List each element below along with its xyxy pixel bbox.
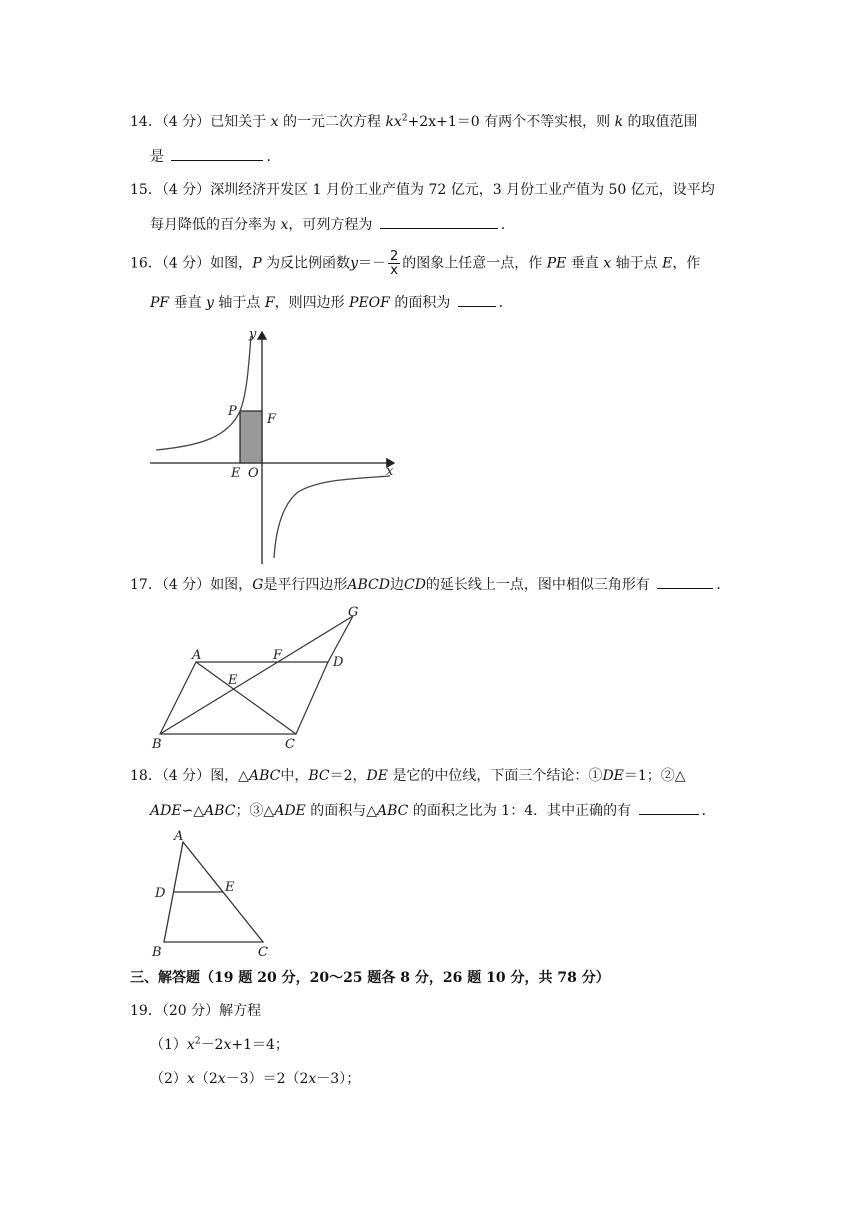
- label-p: P: [228, 404, 237, 419]
- text: 的图象上任意一点，作: [402, 255, 543, 272]
- score-label: （4 分）: [161, 577, 211, 593]
- part-label: （1）: [150, 1037, 187, 1053]
- question-18-line-1: [130, 766, 686, 786]
- text: 已知关于: [210, 114, 267, 130]
- score-label: （4 分）: [161, 768, 211, 784]
- variable: BC: [308, 768, 330, 784]
- text: 是它的中位线，下面三个结论：①: [392, 768, 603, 784]
- section-heading: 三、解答题（19 题 20 分，20～25 题各 8 分，26 题 10 分，共 78 分）: [130, 970, 610, 986]
- question-16-line-2: [150, 292, 513, 313]
- parallelogram-abcd: [160, 662, 328, 734]
- text: ，则四边形: [274, 295, 345, 311]
- text: 的面积与△: [310, 803, 378, 819]
- score-label: （4 分）: [161, 255, 211, 272]
- hyperbola-branch-left: [156, 336, 251, 450]
- text: 中，: [280, 768, 309, 784]
- fraction: [388, 250, 400, 277]
- variable: x: [308, 1071, 317, 1087]
- answer-blank[interactable]: [171, 146, 263, 161]
- fraction-numerator: 2: [389, 249, 399, 264]
- text: ．: [500, 217, 515, 233]
- question-number: 19．: [130, 1003, 162, 1019]
- text: 的面积之比为 1：4．其中正确的有: [412, 803, 632, 819]
- exponent: 2: [401, 113, 408, 124]
- question-17-line-1: [130, 574, 730, 595]
- label-f: F: [267, 412, 277, 427]
- variable: x: [217, 1071, 226, 1087]
- variable: ABCD: [347, 577, 390, 593]
- question-19-part-1: [150, 1035, 289, 1055]
- text: －3）＝2（2: [225, 1071, 309, 1087]
- text: 如图，: [210, 577, 253, 593]
- variable: y: [350, 255, 358, 272]
- label-c: C: [285, 737, 295, 752]
- label-d: D: [333, 655, 344, 670]
- text: ，作: [672, 255, 701, 272]
- equation-term: +2x+1＝0: [407, 114, 480, 130]
- label-b: B: [152, 737, 162, 752]
- text: ．: [498, 295, 513, 311]
- text: 解方程: [219, 1003, 262, 1019]
- variable: x: [603, 255, 612, 272]
- text: ．: [716, 577, 731, 593]
- variable: x: [223, 1037, 232, 1053]
- label-o: O: [248, 466, 259, 481]
- question-number: 17．: [130, 577, 162, 593]
- exponent: 2: [194, 1036, 201, 1047]
- text: ．: [266, 149, 281, 165]
- text: （2: [194, 1071, 218, 1087]
- variable: ABC: [204, 803, 236, 819]
- question-number: 16．: [130, 255, 162, 272]
- question-number: 18．: [130, 768, 162, 784]
- question-16-line-1: [130, 250, 700, 277]
- segment-ac: [196, 662, 296, 734]
- question-18-line-2: [150, 800, 716, 821]
- label-a: A: [192, 648, 202, 663]
- question-14-line-2: [150, 146, 280, 167]
- text: －3）；: [316, 1071, 361, 1087]
- answer-blank[interactable]: [380, 214, 498, 229]
- shaded-rectangle-peof: [240, 411, 262, 463]
- label-x: x: [386, 464, 394, 479]
- text: +1＝4；: [231, 1037, 289, 1053]
- label-b: B: [152, 945, 162, 960]
- variable: DE: [602, 768, 624, 784]
- label-a: A: [174, 829, 184, 844]
- question-15-line-1: [130, 180, 715, 200]
- variable: PEOF: [349, 295, 390, 311]
- text: 如图，: [210, 255, 253, 272]
- label-y: y: [249, 327, 257, 342]
- variable: G: [252, 577, 264, 593]
- score-label: （4 分）: [161, 114, 211, 130]
- text: 轴于点: [218, 295, 261, 311]
- text: ，可列方程为: [288, 217, 373, 233]
- variable: DE: [366, 768, 388, 784]
- text: 为反比例函数: [266, 255, 351, 272]
- question-number: 15．: [130, 182, 162, 198]
- text: 有两个不等实根，则: [484, 114, 611, 130]
- text: ∽△: [181, 803, 205, 819]
- question-15-line-2: [150, 214, 515, 235]
- text: 垂直: [570, 255, 599, 272]
- text: 边: [389, 577, 404, 593]
- hyperbola-figure: [148, 322, 408, 567]
- text: ；③△: [235, 803, 275, 819]
- score-label: （20 分）: [161, 1003, 220, 1019]
- answer-blank[interactable]: [657, 574, 713, 589]
- text: ＝2，: [329, 768, 367, 784]
- text: 的取值范围: [627, 114, 698, 130]
- text: ．: [701, 803, 716, 819]
- variable: ABC: [248, 768, 281, 784]
- part-label: （2）: [150, 1071, 187, 1087]
- variable: x: [186, 1071, 195, 1087]
- label-e: E: [231, 466, 241, 481]
- variable: F: [264, 295, 275, 311]
- text: 轴于点: [615, 255, 658, 272]
- variable: P: [252, 255, 262, 272]
- variable: y: [206, 295, 214, 311]
- text: 的一元二次方程: [283, 114, 381, 130]
- text: ＝－: [357, 255, 386, 272]
- variable: x: [186, 1037, 195, 1053]
- variable: k: [614, 114, 624, 130]
- variable: PF: [150, 295, 170, 311]
- question-19-part-2: [150, 1069, 360, 1089]
- variable: x: [270, 114, 279, 130]
- text: 是: [150, 149, 164, 165]
- text: 的延长线上一点，图中相似三角形有: [425, 577, 650, 593]
- triangle-figure: [148, 828, 278, 964]
- label-g: G: [348, 605, 359, 620]
- text: 是平行四边形: [263, 577, 348, 593]
- label-f: F: [273, 648, 283, 663]
- label-d: D: [155, 886, 166, 901]
- hyperbola-branch-right: [274, 476, 390, 558]
- equation-term: kx: [385, 114, 402, 130]
- variable: ADE: [150, 803, 182, 819]
- text: 深圳经济开发区 1 月份工业产值为 72 亿元，3 月份工业产值为 50 亿元，设平均: [210, 182, 715, 198]
- question-19-line-1: [130, 1001, 261, 1021]
- text: 的面积为: [394, 295, 451, 311]
- variable: x: [280, 217, 289, 233]
- variable: E: [662, 255, 673, 272]
- fraction-denominator: x: [390, 263, 398, 278]
- question-number: 14．: [130, 114, 162, 130]
- text: 每月降低的百分率为: [150, 217, 276, 233]
- text: 图，△: [210, 768, 249, 784]
- variable: ADE: [274, 803, 306, 819]
- answer-blank[interactable]: [639, 800, 699, 815]
- text: －2: [200, 1037, 224, 1053]
- label-e: E: [228, 673, 238, 688]
- parallelogram-figure: [148, 604, 378, 754]
- text: ＝1；②△: [623, 768, 686, 784]
- label-e: E: [225, 880, 235, 895]
- answer-blank[interactable]: [458, 292, 496, 307]
- label-c: C: [258, 945, 268, 960]
- variable: CD: [403, 577, 426, 593]
- question-14-line-1: [130, 112, 698, 132]
- text: 垂直: [173, 295, 202, 311]
- score-label: （4 分）: [161, 182, 211, 198]
- variable: PE: [546, 255, 567, 272]
- variable: ABC: [377, 803, 409, 819]
